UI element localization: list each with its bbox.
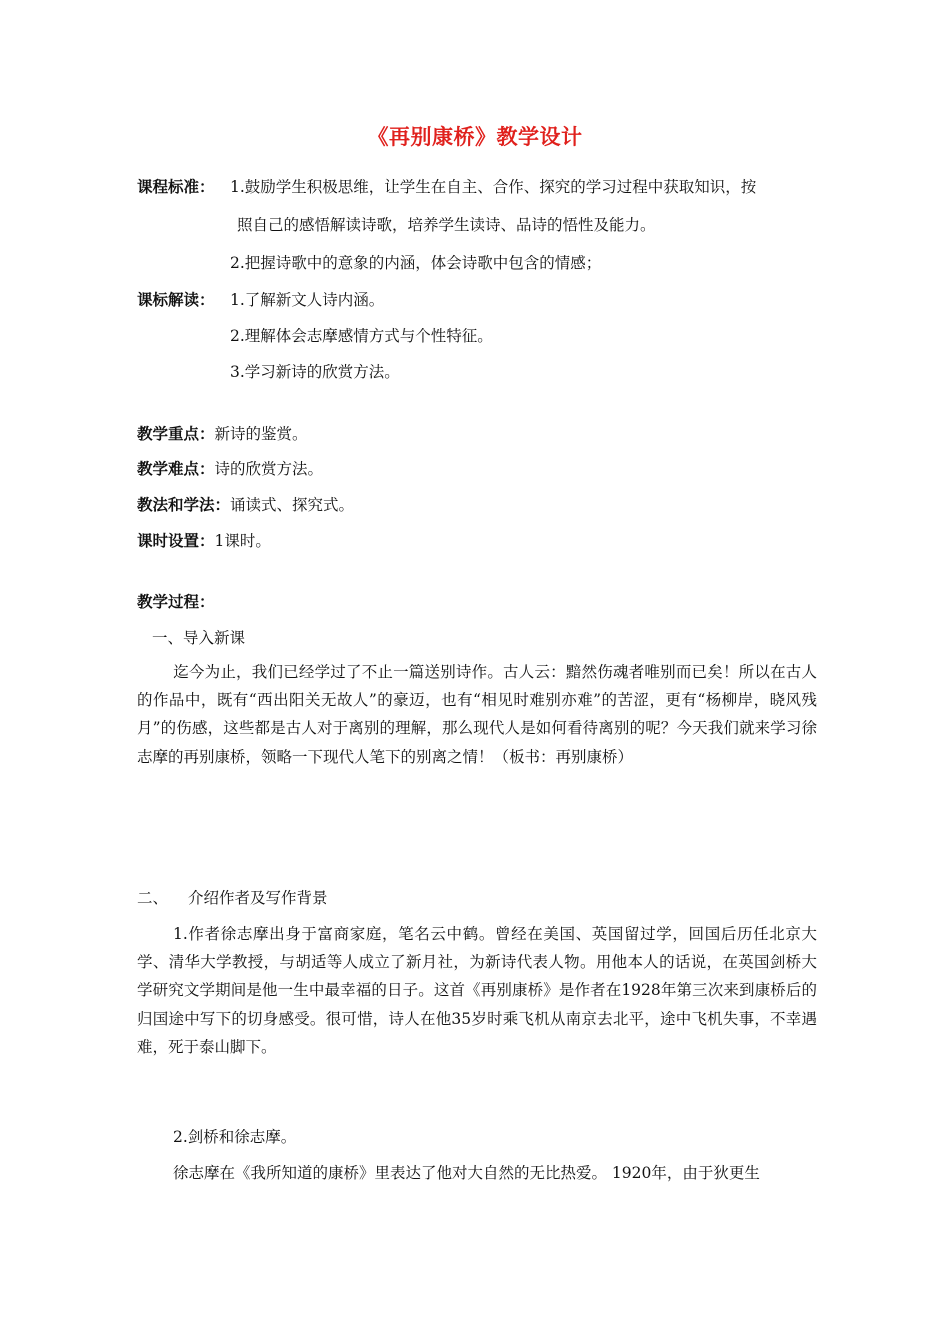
hours-row (137, 530, 271, 552)
section-1-text: 迄今为止，我们已经学过了不止一篇送别诗作。古人云：黯然伤魂者唯别而已矣！所以在古人的作品中，既有“西出阳关无故人”的豪迈，也有“相见时难别亦难”的苦涩，更有“杨柳岸，晓风残月”的伤感，这些都是古人对于离别的理解，那么现代人是如何看待离别的呢？今天我们就来学习徐志摩的再别康桥，领略一下现代人笔下的别离之情！（板书：再别康桥） (137, 663, 817, 766)
standards-item-1: 1.鼓励学生积极思维，让学生在自主、合作、探究的学习过程中获取知识，按 (230, 178, 757, 196)
section-2-text-1: 1.作者徐志摩出身于富商家庭，笔名云中鹤。曾经在美国、英国留过学，回国后历任北京大学、清华大学教授，与胡适等人成立了新月社，为新诗代表人物。用他本人的话说，在英国剑桥大学研究文学期间是他一生中最幸福的日子。这首《再别康桥》是作者在1928年第三次来到康桥后的归国途中写下的切身感受。很可惜，诗人在他35岁时乘飞机从南京去北平，途中飞机失事，不幸遇难，死于泰山脚下。 (137, 925, 817, 1056)
section-2-paragraph-2: 2.剑桥和徐志摩。 (173, 1128, 297, 1146)
interpretation-label: 课标解读： (137, 291, 215, 309)
interpretation-row (137, 289, 215, 311)
method-label: 教法和学法： (137, 496, 231, 514)
standards-item-1-cont: 照自己的感悟解读诗歌，培养学生读诗、品诗的悟性及能力。 (237, 216, 656, 234)
interpretation-item-1: 1.了解新文人诗内涵。 (230, 291, 385, 309)
focus-label: 教学重点： (137, 425, 215, 443)
interpretation-item-3: 3.学习新诗的欣赏方法。 (230, 363, 400, 381)
standards-item-2: 2.把握诗歌中的意象的内涵，体会诗歌中包含的情感； (230, 254, 602, 272)
section-1-paragraph (137, 658, 817, 771)
focus-value: 新诗的鉴赏。 (214, 425, 308, 443)
hours-value: 1课时。 (214, 532, 271, 550)
section-2-paragraph-3: 徐志摩在《我所知道的康桥》里表达了他对大自然的无比热爱。 1920年，由于狄更生 (173, 1164, 760, 1182)
method-row (137, 494, 354, 516)
interpretation-item-2: 2.理解体会志摩感情方式与个性特征。 (230, 327, 493, 345)
standards-row (137, 176, 215, 198)
process-label: 教学过程： (137, 593, 215, 611)
section-2-num: 二、 (137, 889, 169, 907)
standards-label: 课程标准： (137, 178, 215, 196)
method-value: 诵读式、探究式。 (230, 496, 355, 514)
difficulty-value: 诗的欣赏方法。 (214, 460, 324, 478)
difficulty-label: 教学难点： (137, 460, 215, 478)
section-2-paragraph-1 (137, 920, 817, 1061)
section-2-heading: 介绍作者及写作背景 (188, 889, 328, 907)
document-title: 《再别康桥》教学设计 (367, 125, 583, 149)
focus-row (137, 423, 308, 445)
difficulty-row (137, 458, 323, 480)
process-row (137, 591, 215, 613)
hours-label: 课时设置： (137, 532, 215, 550)
section-1-heading: 一、导入新课 (152, 629, 246, 647)
